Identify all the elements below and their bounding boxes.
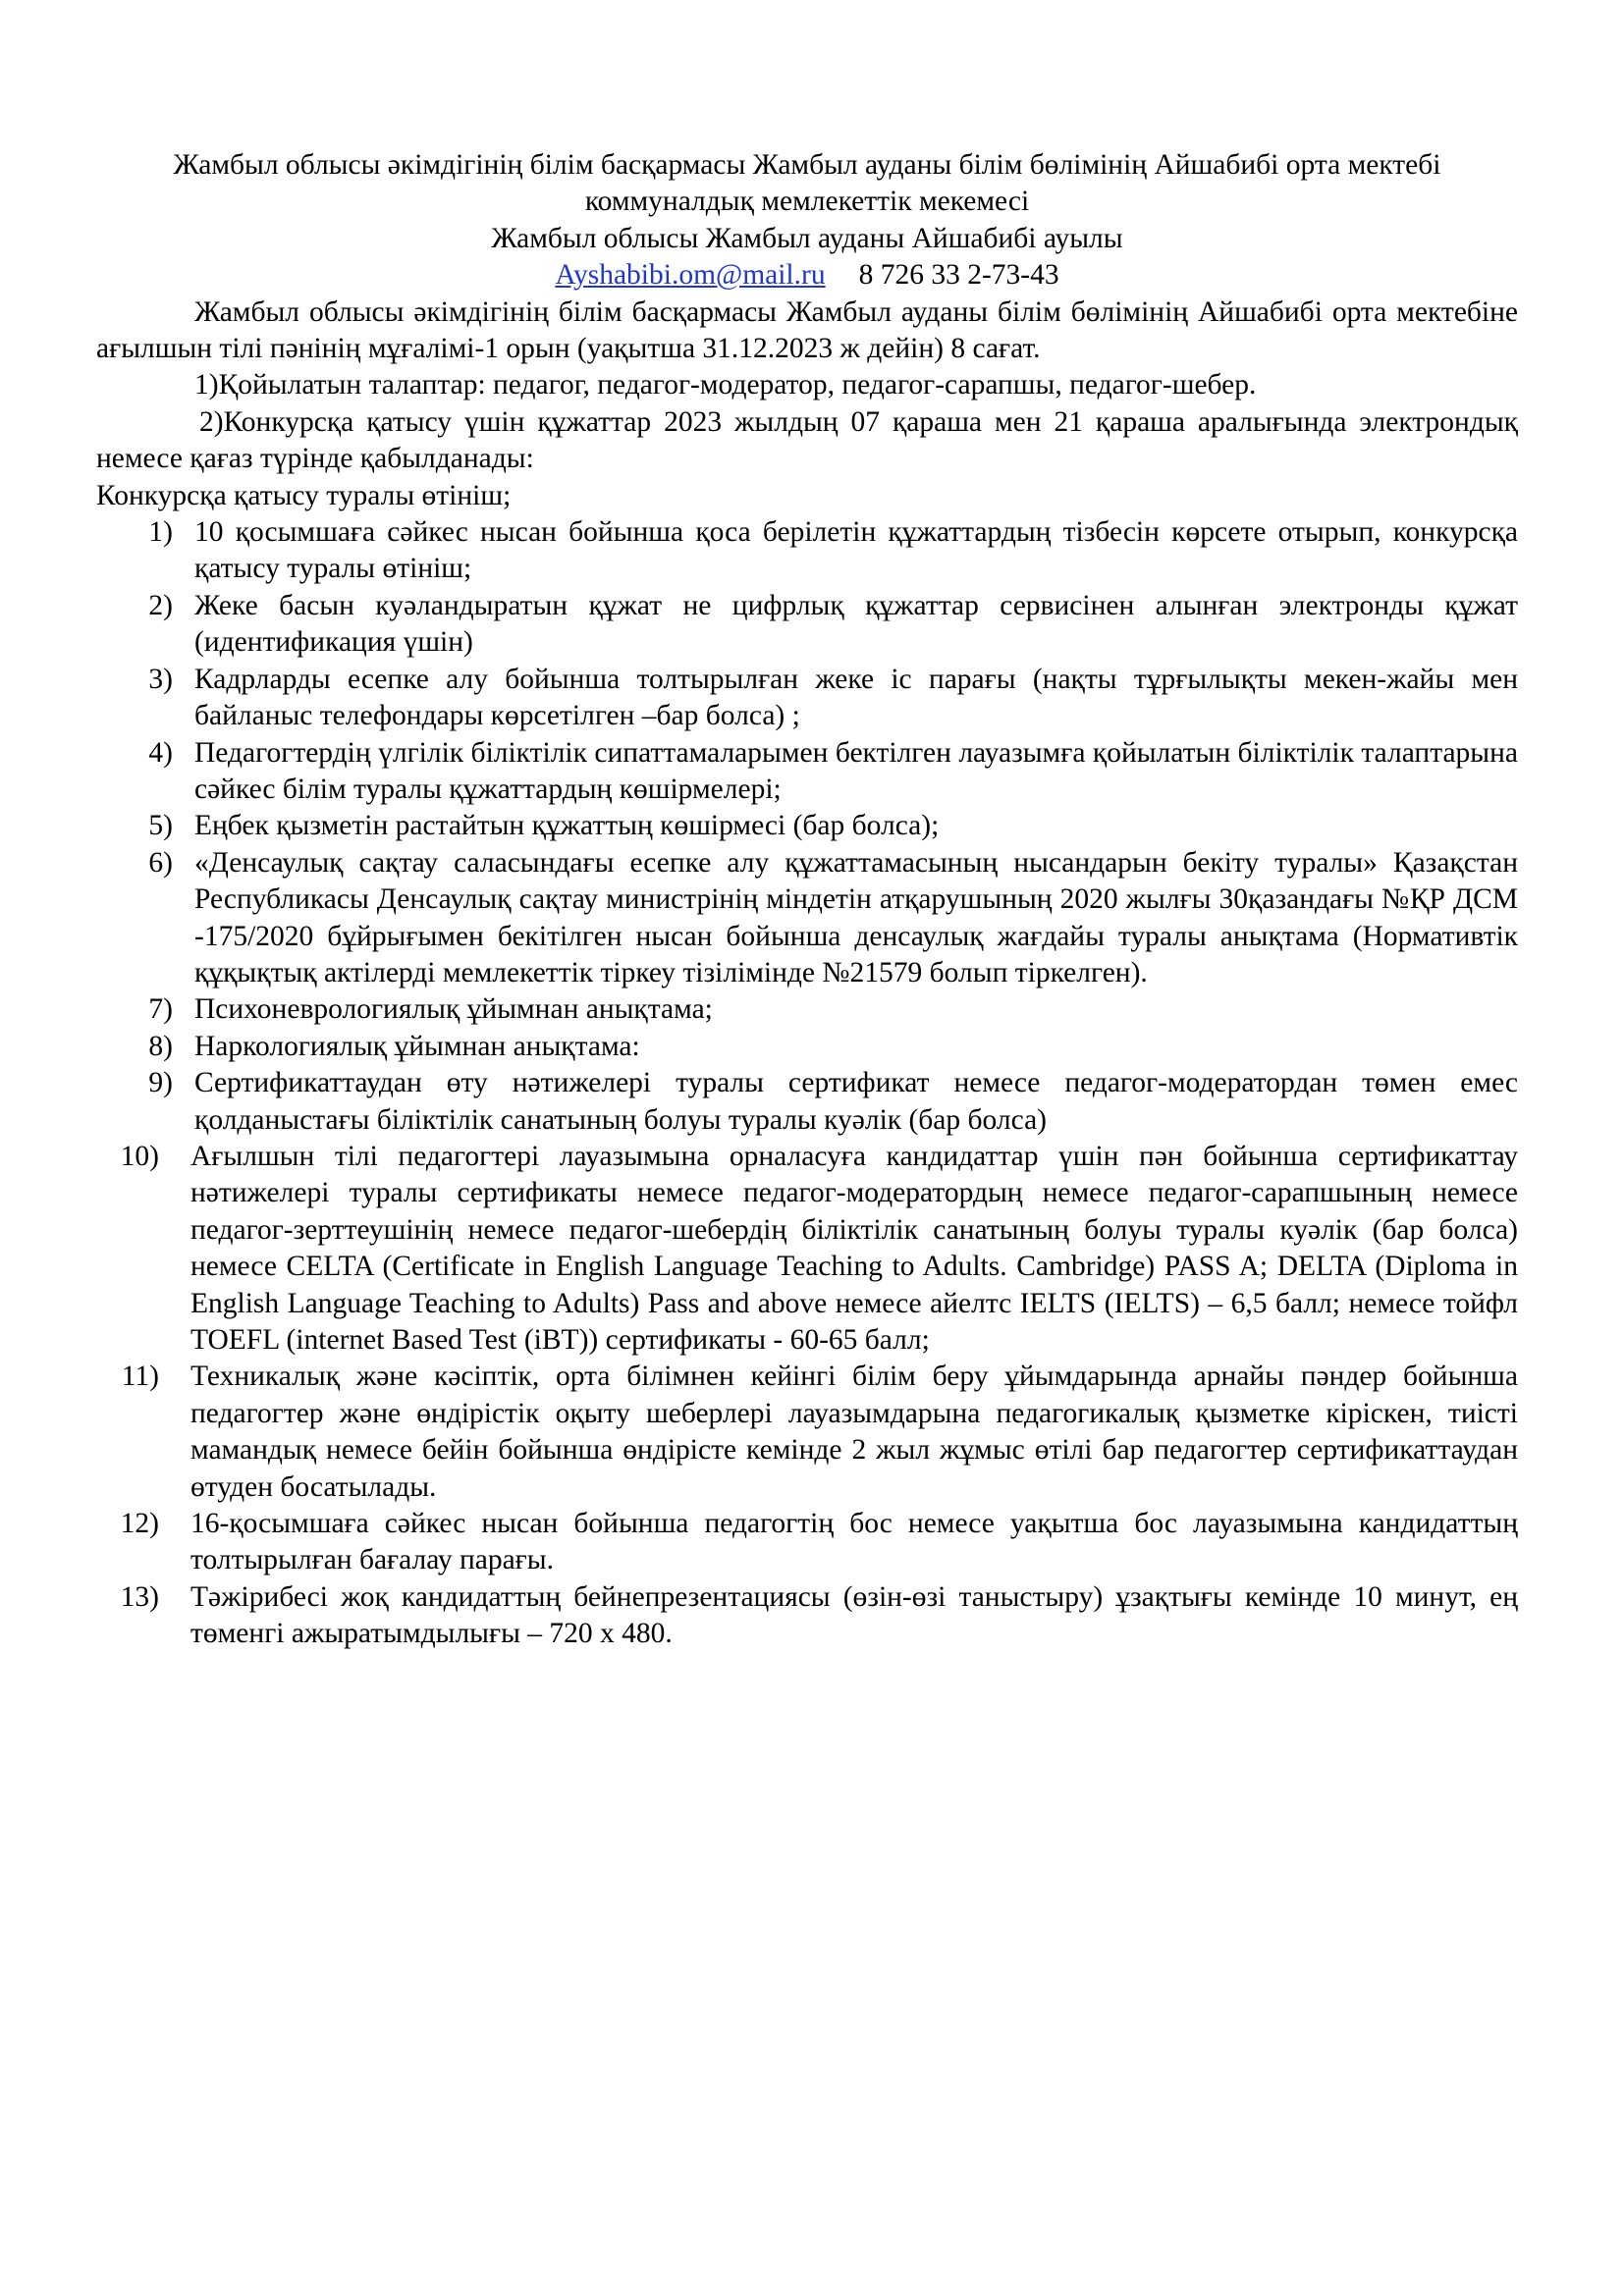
item-number: 10) [120, 1140, 159, 1172]
item-number: 13) [120, 1580, 159, 1613]
item-text: Техникалық және кәсіптік, орта білімнен кейінгі білім беру ұйымдарында арнайы пәндер бойынша педагогтер және өндірістік оқыту шеберлері лауазымдарына педагогикалық қызметке кіріскен, тиісті мамандық немесе бейін бойынша өндірісте кемінде 2 жыл жұмыс өтілі бар педагогтер сертификаттаудан өтуден босатылады. [190, 1361, 1518, 1503]
item-text: Тәжірибесі жоқ кандидаттың бейнепрезентациясы (өзін-өзі таныстыру) ұзақтығы кемінде 10 минут, ең төменгі ажыратымдылығы – 720 х 480. [190, 1580, 1518, 1650]
item-number: 1) [148, 516, 173, 549]
org-header: Жамбыл облысы әкімдігінің білім басқармасы Жамбыл ауданы білім бөлімінің Айшабибі орта мектебі коммуналдық мемлекеттік мекемесі [173, 149, 1441, 218]
item-number: 8) [148, 1030, 173, 1062]
item-text: Наркологиялық ұйымнан анықтама: [194, 1030, 640, 1062]
list-item [96, 735, 1518, 809]
list-item [96, 808, 1518, 844]
list-item [96, 1506, 1518, 1579]
item-number: 3) [148, 663, 173, 695]
vacancy-intro: Жамбыл облысы әкімдігінің білім басқармасы Жамбыл ауданы білім бөлімінің Айшабибі орта мектебіне ағылшын тілі пәнінің мұғалімі-1 орын (уақытша 31.12.2023 ж дейін) 8 сағат. [96, 295, 1518, 365]
item-text: 16-қосымшаға сәйкес нысан бойынша педагогтің бос немесе уақытша бос лауазымына кандидаттың толтырылған бағалау парағы. [190, 1508, 1518, 1576]
item-number: 12) [120, 1508, 159, 1540]
list-item [96, 845, 1518, 992]
requirements-line: 1)Қойылатын талаптар: педагог, педагог-модератор, педагог-сарапшы, педагог-шебер. [194, 369, 1257, 401]
document-page [96, 147, 1518, 1653]
item-text: Жеке басын куәландыратын құжат не цифрлық құжаттар сервисінен алынған электронды құжат (идентификация үшін) [194, 589, 1518, 659]
item-text: «Денсаулық сақтау саласындағы есепке алу құжаттамасының нысандарын бекіту туралы» Қазақстан Республикасы Денсаулық сақтау министрінің міндетін атқарушының 2020 жылғы 30қазандағы №ҚР ДСМ -175/2020 бұйрығымен бекітілген нысан бойынша денсаулық жағдайы туралы анықтама (Нормативтік құқықтық актілерді мемлекеттік тіркеу тізілімінде №21579 болып тіркелген). [194, 846, 1518, 988]
email-link[interactable]: Ayshabibi.om@mail.ru [555, 259, 826, 292]
item-text: 10 қосымшаға сәйкес нысан бойынша қоса берілетін құжаттардың тізбесін көрсете отырып, конкурсқа қатысу туралы өтініш; [194, 516, 1518, 585]
phone-number: 8 726 33 2-73-43 [858, 259, 1059, 292]
list-item [96, 1065, 1518, 1139]
item-number: 7) [148, 993, 173, 1026]
list-item [96, 1579, 1518, 1653]
documents-intro: 2)Конкурсқа қатысу үшін құжаттар 2023 жылдың 07 қараша мен 21 қараша аралығында электрондық немесе қағаз түрінде қабылданады: [96, 405, 1518, 475]
item-text: Ағылшын тілі педагогтері лауазымына орналасуға кандидаттар үшін пән бойынша сертификаттау нәтижелері туралы сертификаты немесе педагог-модератордың немесе педагог-сарапшының немесе педагог-зерттеушінің немесе педагог-шебердің біліктілік санатының болуы туралы куәлік (бар болса) немесе CELTA (Certificate in English Language Teaching to Adults. Cambridge) PASS A; DELTA (Diploma in English Language Teaching to Adults) Pass and above немесе айелтс IELTS (IELTS) – 6,5 балл; немесе тойфл TOEFL (internet Based Test (iBT)) сертификаты - 60-65 балл; [190, 1140, 1518, 1356]
list-item [96, 991, 1518, 1028]
list-item [96, 588, 1518, 662]
list-item [96, 514, 1518, 588]
item-number: 6) [148, 846, 173, 879]
address-line: Жамбыл облысы Жамбыл ауданы Айшабибі ауылы [491, 222, 1123, 254]
item-text: Психоневрологиялық ұйымнан анықтама; [194, 993, 713, 1026]
item-number: 5) [148, 810, 173, 842]
item-text: Кадрларды есепке алу бойынша толтырылған жеке іс парағы (нақты тұрғылықты мекен-жайы мен байланыс телефондары көрсетілген –бар болса) ; [194, 663, 1518, 732]
application-line: Конкурсқа қатысу туралы өтініш; [96, 479, 512, 511]
list-item [96, 1139, 1518, 1359]
item-number: 11) [121, 1361, 159, 1393]
list-item [96, 1029, 1518, 1065]
item-number: 2) [148, 589, 173, 621]
item-text: Еңбек қызметін растайтын құжаттың көшірмесі (бар болса); [194, 810, 940, 842]
item-number: 4) [148, 736, 173, 769]
item-text: Сертификаттаудан өту нәтижелері туралы сертификат немесе педагог-модератордан төмен емес қолданыстағы біліктілік санатының болуы туралы куәлік (бар болса) [194, 1067, 1518, 1136]
item-text: Педагогтердің үлгілік біліктілік сипаттамаларымен бектілген лауазымға қойылатын біліктілік талаптарына сәйкес білім туралы құжаттардың көшірмелері; [194, 736, 1518, 805]
item-number: 9) [148, 1067, 173, 1099]
contact-line [96, 257, 1518, 294]
list-item [96, 662, 1518, 735]
documents-list [96, 514, 1518, 1653]
list-item [96, 1359, 1518, 1506]
